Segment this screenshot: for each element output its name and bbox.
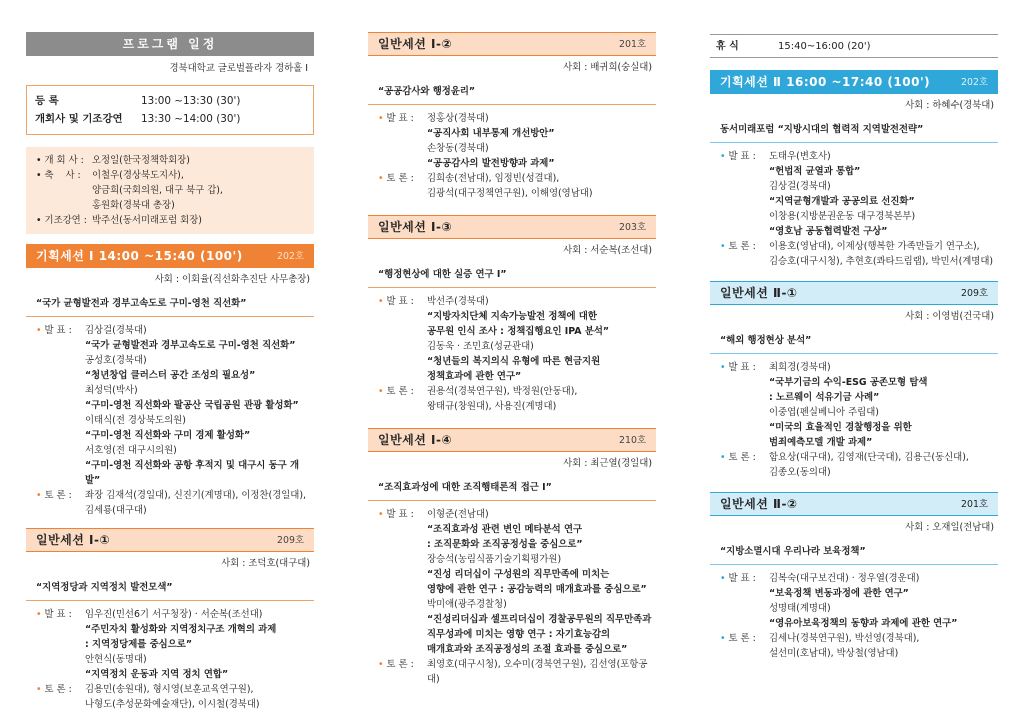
session-chair: 사회 : 하혜수(경북대) bbox=[905, 100, 994, 111]
discussants-list bbox=[769, 239, 998, 269]
ceremony-person: 오정일(한국정책학회장) bbox=[92, 155, 190, 166]
presenter-name: 이형준(전남대) bbox=[427, 509, 489, 520]
presentation-title: “청년들의 복지의식 유형에 따른 현금지원 bbox=[427, 356, 601, 367]
presenters bbox=[720, 149, 998, 239]
session-room: 201호 bbox=[961, 498, 988, 510]
session-room: 202호 bbox=[961, 76, 988, 88]
presenters bbox=[378, 294, 656, 384]
discussants bbox=[378, 384, 656, 414]
discussants-label: • 토 론 : bbox=[720, 452, 756, 463]
session-title: 기획세션 Ⅰ 14:00 ~15:40 (100') bbox=[36, 248, 243, 263]
ceremony-person: 홍원화(경북대 총장) bbox=[92, 200, 175, 211]
presenter-name: 김상걸(경북대) bbox=[769, 181, 831, 192]
ceremony-box bbox=[26, 147, 314, 234]
discussant-line: 이용호(영남대), 이제상(행복한 가족만들기 연구소), bbox=[769, 241, 980, 252]
discussants bbox=[36, 488, 314, 518]
presentation-title: “국부기금의 수익-ESG 공존모형 탐색 bbox=[769, 377, 928, 388]
presentation-title: “보육정책 변동과정에 관한 연구” bbox=[769, 588, 909, 599]
presenter-name: 안현식(동명대) bbox=[85, 654, 147, 665]
discussant-line: 권용석(경북연구원), 박정원(안동대), bbox=[427, 386, 578, 397]
discussants bbox=[720, 631, 998, 661]
ceremony-row bbox=[36, 213, 304, 228]
presenter-name: 김동욱 · 조민효(성균관대) bbox=[427, 341, 534, 352]
session-title: 일반세션 Ⅰ-① bbox=[36, 532, 111, 547]
presentation-title: “구미-영천 직선화와 공항 후적지 및 대구시 동구 개발” bbox=[85, 460, 300, 486]
discussant-line: 설선미(호남대), 박상철(영남대) bbox=[769, 648, 899, 659]
presenter-name: 임우진(민선6기 서구청장) · 서순복(조선대) bbox=[85, 609, 263, 620]
presentation-title: “미국의 효율적인 경찰행정을 위한 bbox=[769, 422, 912, 433]
schedule-time: 13:00 ~13:30 (30') bbox=[141, 95, 241, 107]
discussants-list bbox=[85, 488, 314, 518]
ceremony-row bbox=[36, 168, 304, 213]
ceremony-label: • 개 회 사 : bbox=[36, 155, 84, 166]
discussants-label: • 토 론 : bbox=[378, 386, 414, 397]
ceremony-person: 이철우(경상북도지사), bbox=[92, 170, 184, 181]
presenters bbox=[378, 507, 656, 657]
session-header bbox=[710, 492, 998, 516]
discussant-line: 김승호(대구시청), 추현호(콰타드림랩), 박민서(계명대) bbox=[769, 256, 994, 267]
discussant-line: 김세나(경북연구원), 박선영(경북대), bbox=[769, 633, 920, 644]
presenters-list bbox=[769, 360, 998, 450]
presenter-name: 김상걸(경북대) bbox=[85, 325, 147, 336]
presentation-title: “지역균형개발과 공공의료 선진화” bbox=[769, 196, 915, 207]
discussant-line: 김종오(동의대) bbox=[769, 467, 831, 478]
session-list bbox=[26, 323, 314, 518]
program-title: 프로그램 일정 bbox=[26, 32, 314, 56]
discussants-label: • 토 론 : bbox=[378, 173, 414, 184]
presenters-list bbox=[427, 111, 656, 171]
session-room: 202호 bbox=[277, 250, 304, 262]
column-1 bbox=[26, 32, 314, 712]
discussants-label: • 토 론 : bbox=[36, 490, 72, 501]
session-topic: “행정현상에 대한 실증 연구 Ⅰ” bbox=[368, 264, 656, 288]
presentation-title: “진성 리더십이 구성원의 직무만족에 미치는 bbox=[427, 569, 610, 580]
session-header bbox=[710, 281, 998, 305]
schedule-row bbox=[35, 92, 305, 110]
session-chair: 사회 : 배귀희(숭실대) bbox=[563, 62, 652, 73]
column-2 bbox=[368, 32, 656, 687]
presentation-title: “지역정치 운동과 지역 정치 연합” bbox=[85, 669, 229, 680]
presenters bbox=[720, 571, 998, 631]
presenters-label: • 발 표 : bbox=[720, 151, 756, 162]
discussant-line: 왕태규(창원대), 사용진(계명대) bbox=[427, 401, 557, 412]
presenters-label: • 발 표 : bbox=[378, 296, 414, 307]
presenters-label: • 발 표 : bbox=[378, 509, 414, 520]
presentation-title: “지방자치단체 지속가능발전 정책에 대한 bbox=[427, 311, 597, 322]
presentation-title: : 조직문화와 조직공정성을 중심으로” bbox=[427, 539, 583, 550]
discussants-list bbox=[427, 384, 656, 414]
session-topic: “지방소멸시대 우리나라 보육정책” bbox=[710, 541, 998, 565]
presentation-title: “청년창업 클러스터 공간 조성의 필요성” bbox=[85, 370, 256, 381]
presenters bbox=[378, 111, 656, 171]
venue: 경북대학교 글로벌플라자 경하홀 I bbox=[169, 63, 308, 74]
discussants-list bbox=[427, 171, 656, 201]
session-header bbox=[368, 32, 656, 56]
presentation-title: “구미-영천 직선화와 구미 경제 활성화” bbox=[85, 430, 251, 441]
session-title: 일반세션 Ⅰ-② bbox=[378, 36, 453, 51]
presenter-name: 정홍상(경북대) bbox=[427, 113, 489, 124]
session-topic: “조직효과성에 대한 조직행태론적 접근 Ⅰ” bbox=[368, 477, 656, 501]
presenter-name: 박선주(경북대) bbox=[427, 296, 489, 307]
session-chair: 사회 : 최근열(경일대) bbox=[563, 458, 652, 469]
session-chair: 사회 : 서순복(조선대) bbox=[563, 245, 652, 256]
session-chair: 사회 : 이회율(직선화추진단 사무총장) bbox=[154, 274, 310, 285]
presentation-title: 직무성과에 미치는 영향 연구 : 자기효능감의 bbox=[427, 629, 611, 640]
presenter-name: 박미애(광주경찰청) bbox=[427, 599, 507, 610]
session-room: 209호 bbox=[961, 287, 988, 299]
presenter-name: 이창용(지방분권운동 대구경북본부) bbox=[769, 211, 916, 222]
presentation-title: “헌법적 균열과 통합” bbox=[769, 166, 861, 177]
session-topic: “해외 행정현상 분석” bbox=[710, 330, 998, 354]
session-header bbox=[710, 70, 998, 94]
discussants bbox=[720, 239, 998, 269]
session-title: 기획세션 Ⅱ 16:00 ~17:40 (100') bbox=[720, 74, 931, 89]
presenters bbox=[720, 360, 998, 450]
discussants-label: • 토 론 : bbox=[378, 659, 414, 670]
ceremony-label: • 축 사 : bbox=[36, 170, 81, 181]
schedule-time: 13:30 ~14:00 (30') bbox=[141, 113, 241, 125]
session-title: 일반세션 Ⅰ-④ bbox=[378, 432, 453, 447]
presenters-label: • 발 표 : bbox=[720, 362, 756, 373]
presentation-title: “공직사회 내부통제 개선방안” bbox=[427, 128, 555, 139]
session-room: 201호 bbox=[619, 38, 646, 50]
schedule-row bbox=[35, 110, 305, 128]
discussant-line: 김희송(전남대), 임정빈(성결대), bbox=[427, 173, 560, 184]
discussants bbox=[378, 657, 656, 687]
discussants-list bbox=[85, 682, 314, 712]
session-list bbox=[710, 360, 998, 480]
presentation-title: 매개효과와 조직공정성의 조절 효과를 중심으로” bbox=[427, 644, 628, 655]
presenter-name: 공성호(경북대) bbox=[85, 355, 147, 366]
session-room: 210호 bbox=[619, 434, 646, 446]
session-header bbox=[26, 244, 314, 268]
presenter-name: 성명태(계명대) bbox=[769, 603, 831, 614]
ceremony-label: • 기조강연 : bbox=[36, 215, 87, 226]
schedule-label: 등 록 bbox=[35, 95, 59, 107]
presentation-title: “진성리더십과 셀프리더십이 경찰공무원의 직무만족과 bbox=[427, 614, 652, 625]
session-list bbox=[368, 507, 656, 687]
session-topic: “공공감사와 행정윤리” bbox=[368, 81, 656, 105]
presentation-title: “국가 균형발전과 경부고속도로 구미-영천 직선화” bbox=[85, 340, 296, 351]
session-topic: “국가 균형발전과 경부고속도로 구미-영천 직선화” bbox=[26, 293, 314, 317]
session-title: 일반세션 Ⅰ-③ bbox=[378, 219, 453, 234]
session-room: 203호 bbox=[619, 221, 646, 233]
session-header bbox=[26, 528, 314, 552]
break-time: 15:40~16:00 (20') bbox=[778, 41, 871, 52]
presenter-name: 장승석(농림식품기술기획평가원) bbox=[427, 554, 562, 565]
presenter-name: 최희경(경북대) bbox=[769, 362, 831, 373]
ceremony-person: 양금희(국회의원, 대구 북구 갑), bbox=[92, 185, 223, 196]
discussants-list bbox=[427, 657, 656, 687]
discussants-label: • 토 론 : bbox=[720, 633, 756, 644]
discussant-line: 김광석(대구정책연구원), 이해영(영남대) bbox=[427, 188, 593, 199]
presenters-list bbox=[427, 507, 656, 657]
discussant-line: 함요상(대구대), 김영재(단국대), 김용근(동신대), bbox=[769, 452, 969, 463]
presenters-list bbox=[769, 571, 998, 631]
presenters-list bbox=[85, 607, 314, 682]
presenters-label: • 발 표 : bbox=[378, 113, 414, 124]
session-chair: 사회 : 오재일(전남대) bbox=[905, 522, 994, 533]
presentation-title: “영호남 공동협력발전 구상” bbox=[769, 226, 888, 237]
presenters-label: • 발 표 : bbox=[720, 573, 756, 584]
presentation-title: 범죄예측모델 개발 과제” bbox=[769, 437, 873, 448]
presenter-name: 이중엽(펜실베니아 주립대) bbox=[769, 407, 879, 418]
presentation-title: “영유아보육정책의 동향과 과제에 관한 연구” bbox=[769, 618, 958, 629]
session-room: 209호 bbox=[277, 534, 304, 546]
column-3 bbox=[710, 32, 998, 661]
ceremony-row bbox=[36, 153, 304, 168]
presentation-title: 공무원 인식 조사 : 정책집행요인 IPA 분석” bbox=[427, 326, 610, 337]
break-row bbox=[710, 34, 998, 58]
discussant-line: 좌장 김재석(경일대), 신진기(계명대), 이정찬(경일대), bbox=[85, 490, 306, 501]
discussant-line: 최영호(대구시청), 오수미(경북연구원), 김선영(포항공대) bbox=[427, 659, 648, 685]
presentation-title: : 지역정당제를 중심으로” bbox=[85, 639, 193, 650]
presenter-name: 김복숙(대구보건대) · 정우열(경운대) bbox=[769, 573, 920, 584]
break-label: 휴 식 bbox=[716, 41, 739, 52]
session-topic: “지역정당과 지역정치 발전모색” bbox=[26, 577, 314, 601]
presenters bbox=[36, 323, 314, 488]
discussants-list bbox=[769, 631, 998, 661]
session-header bbox=[368, 428, 656, 452]
discussants-label: • 토 론 : bbox=[36, 684, 72, 695]
ceremony-person: 박주선(동서미래포럼 회장) bbox=[92, 215, 202, 226]
presenters-list bbox=[85, 323, 314, 488]
presenter-name: 도태우(변호사) bbox=[769, 151, 831, 162]
session-list bbox=[710, 571, 998, 661]
presenter-name: 이태식(전 경상북도의원) bbox=[85, 415, 186, 426]
discussant-line: 김용민(송원대), 형시영(보훈교육연구원), bbox=[85, 684, 254, 695]
presentation-title: “주민자치 활성화와 지역정치구조 개혁의 과제 bbox=[85, 624, 277, 635]
presentation-title: 영향에 관한 연구 : 공감능력의 매개효과를 중심으로” bbox=[427, 584, 647, 595]
schedule-box bbox=[26, 85, 314, 135]
presenters-list bbox=[427, 294, 656, 384]
presenters bbox=[36, 607, 314, 682]
presentation-title: “구미-영천 직선화와 팔공산 국립공원 관광 활성화” bbox=[85, 400, 299, 411]
presenter-name: 서호영(전 대구시의원) bbox=[85, 445, 177, 456]
session-title: 일반세션 Ⅱ-② bbox=[720, 496, 798, 511]
session-list bbox=[368, 111, 656, 201]
session-chair: 사회 : 이영범(건국대) bbox=[905, 311, 994, 322]
presenter-name: 최성덕(박사) bbox=[85, 385, 138, 396]
discussants bbox=[720, 450, 998, 480]
discussants bbox=[378, 171, 656, 201]
session-topic: 동서미래포럼 “지방시대의 협력적 지역발전전략” bbox=[710, 119, 998, 143]
session-title: 일반세션 Ⅱ-① bbox=[720, 285, 798, 300]
presenters-list bbox=[769, 149, 998, 239]
presenter-name: 손창동(경북대) bbox=[427, 143, 489, 154]
session-list bbox=[26, 607, 314, 712]
discussant-line: 김세룡(대구대) bbox=[85, 505, 147, 516]
presentation-title: : 노르웨이 석유기금 사례” bbox=[769, 392, 880, 403]
presentation-title: “조직효과성 관련 변인 메타분석 연구 bbox=[427, 524, 583, 535]
discussant-line: 나형도(추성문화예술재단), 이시철(경북대) bbox=[85, 699, 260, 710]
discussants-list bbox=[769, 450, 998, 480]
discussants-label: • 토 론 : bbox=[720, 241, 756, 252]
presenters-label: • 발 표 : bbox=[36, 609, 72, 620]
session-list bbox=[710, 149, 998, 269]
discussants bbox=[36, 682, 314, 712]
schedule-label: 개회사 및 기조강연 bbox=[35, 113, 123, 125]
session-list bbox=[368, 294, 656, 414]
presentation-title: 정책효과에 관한 연구” bbox=[427, 371, 522, 382]
session-chair: 사회 : 조덕호(대구대) bbox=[221, 558, 310, 569]
presentation-title: “공공감사의 발전방향과 과제” bbox=[427, 158, 555, 169]
session-header bbox=[368, 215, 656, 239]
presenters-label: • 발 표 : bbox=[36, 325, 72, 336]
